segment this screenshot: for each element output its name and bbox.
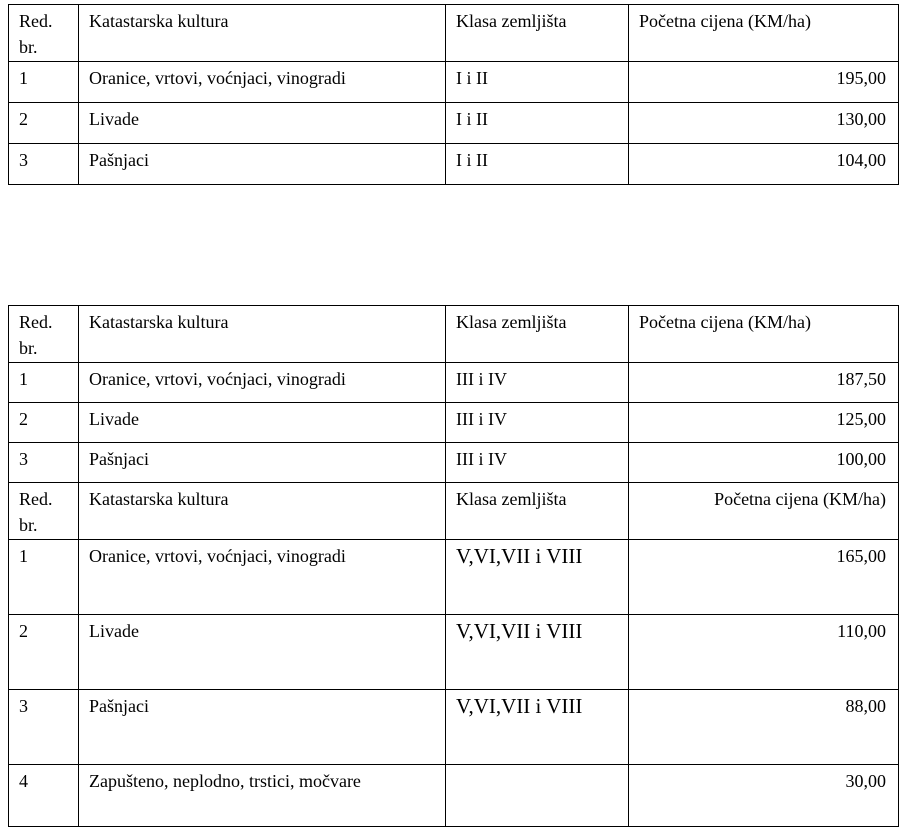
cell-culture: Oranice, vrtovi, voćnjaci, vinogradi xyxy=(79,540,446,615)
cell-class: V,VI,VII i VIII xyxy=(446,615,629,690)
price-table-class-1-2 xyxy=(8,4,899,185)
cell-culture: Livade xyxy=(79,403,446,443)
header-price: Početna cijena (KM/ha) xyxy=(629,5,899,62)
cell-culture: Pašnjaci xyxy=(79,144,446,185)
cell-no: 1 xyxy=(9,363,79,403)
cell-no: 3 xyxy=(9,144,79,185)
cell-class: III i IV xyxy=(446,403,629,443)
cell-price: 165,00 xyxy=(629,540,899,615)
cell-class: V,VI,VII i VIII xyxy=(446,690,629,765)
cell-no: 2 xyxy=(9,103,79,144)
cell-class: V,VI,VII i VIII xyxy=(446,540,629,615)
price-table-class-3-8 xyxy=(8,305,899,827)
header-class: Klasa zemljišta xyxy=(446,306,629,363)
header-price: Početna cijena (KM/ha) xyxy=(629,483,899,540)
cell-price: 88,00 xyxy=(629,690,899,765)
cell-price: 100,00 xyxy=(629,443,899,483)
cell-culture: Oranice, vrtovi, voćnjaci, vinogradi xyxy=(79,363,446,403)
cell-class: III i IV xyxy=(446,443,629,483)
header-no: Red. br. xyxy=(9,5,79,62)
cell-price: 104,00 xyxy=(629,144,899,185)
table-row xyxy=(9,443,899,483)
table-header-row xyxy=(9,306,899,363)
cell-class xyxy=(446,765,629,827)
header-price: Početna cijena (KM/ha) xyxy=(629,306,899,363)
header-no: Red. br. xyxy=(9,306,79,363)
cell-culture: Livade xyxy=(79,615,446,690)
cell-no: 2 xyxy=(9,403,79,443)
cell-no: 3 xyxy=(9,443,79,483)
table-header-row xyxy=(9,5,899,62)
cell-no: 2 xyxy=(9,615,79,690)
cell-culture: Oranice, vrtovi, voćnjaci, vinogradi xyxy=(79,62,446,103)
table-row xyxy=(9,144,899,185)
cell-price: 187,50 xyxy=(629,363,899,403)
cell-price: 30,00 xyxy=(629,765,899,827)
table-row xyxy=(9,765,899,827)
cell-class: I i II xyxy=(446,103,629,144)
cell-culture: Pašnjaci xyxy=(79,690,446,765)
table-row xyxy=(9,540,899,615)
header-class: Klasa zemljišta xyxy=(446,5,629,62)
header-class: Klasa zemljišta xyxy=(446,483,629,540)
cell-no: 3 xyxy=(9,690,79,765)
cell-class: III i IV xyxy=(446,363,629,403)
header-no: Red. br. xyxy=(9,483,79,540)
cell-class: I i II xyxy=(446,62,629,103)
header-culture: Katastarska kultura xyxy=(79,483,446,540)
cell-class: I i II xyxy=(446,144,629,185)
header-culture: Katastarska kultura xyxy=(79,5,446,62)
cell-no: 4 xyxy=(9,765,79,827)
table-row xyxy=(9,363,899,403)
cell-price: 125,00 xyxy=(629,403,899,443)
cell-price: 195,00 xyxy=(629,62,899,103)
cell-culture: Zapušteno, neplodno, trstici, močvare xyxy=(79,765,446,827)
table-row xyxy=(9,62,899,103)
cell-price: 130,00 xyxy=(629,103,899,144)
header-culture: Katastarska kultura xyxy=(79,306,446,363)
table-header-row xyxy=(9,483,899,540)
table-row xyxy=(9,615,899,690)
table-row xyxy=(9,103,899,144)
cell-culture: Pašnjaci xyxy=(79,443,446,483)
table-row xyxy=(9,403,899,443)
cell-culture: Livade xyxy=(79,103,446,144)
cell-no: 1 xyxy=(9,62,79,103)
cell-price: 110,00 xyxy=(629,615,899,690)
cell-no: 1 xyxy=(9,540,79,615)
table-row xyxy=(9,690,899,765)
